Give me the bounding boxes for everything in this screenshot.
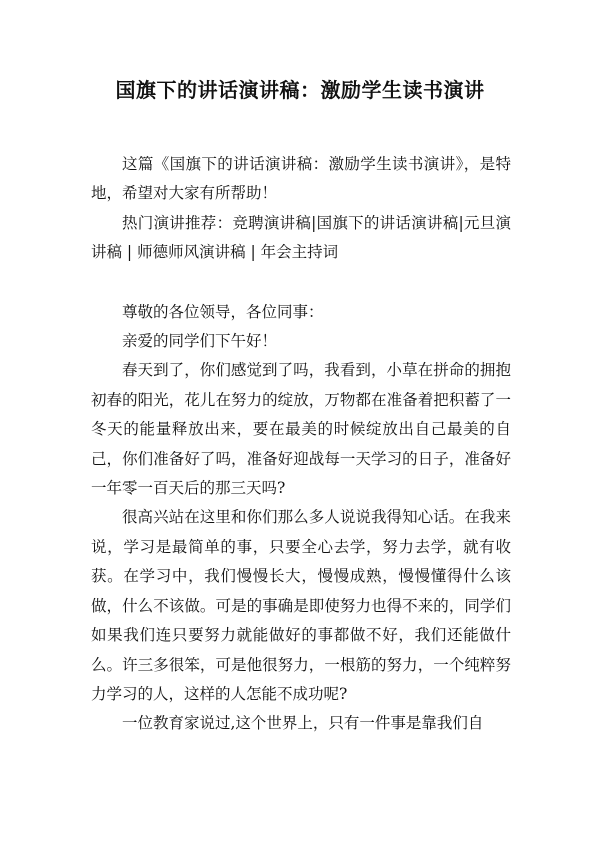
body-paragraph-educator: 一位教育家说过,这个世界上，只有一件事是靠我们自 [122,714,484,733]
document-title: 国旗下的讲话演讲稿：激励学生读书演讲 [115,78,485,102]
salutation-students: 亲爱的同学们下午好！ [122,332,278,351]
document-body [91,150,511,739]
intro-paragraph: 这篇《国旗下的讲话演讲稿：激励学生读书演讲》，是特地，希望对大家有所帮助！ [91,155,511,203]
recommend-paragraph: 热门演讲推荐：竞聘演讲稿|国旗下的讲话演讲稿|元旦演讲稿 | 师德师风演讲稿 | 年会主持词 [91,213,511,262]
body-paragraph-study: 很高兴站在这里和你们那么多人说说我得知心话。在我来说，学习是最简单的事，只要全心去学，努力去学，就有收获。在学习中，我们慢慢长大，慢慢成熟，慢慢懂得什么该做，什么不该做。可是的事确是即使努力也得不来的，同学们如果我们连只要努力就能做好的事都做不好，我们还能做什么。许三多很笨，可是他很努力，一根筋的努力，一个纯粹努力学习的人，这样的人怎能不成功呢? [91,508,511,703]
salutation-leaders: 尊敬的各位领导，各位同事： [122,302,324,321]
paragraph-gap [91,268,511,298]
body-paragraph-spring: 春天到了，你们感觉到了吗，我看到，小草在拼命的拥抱初春的阳光，花儿在努力的绽放，万物都在准备着把积蓄了一冬天的能量释放出来，要在最美的时候绽放出自己最美的自己，你们准备好了吗，准备好迎战每一天学习的日子，准备好一年零一百天后的那三天吗? [91,361,511,498]
